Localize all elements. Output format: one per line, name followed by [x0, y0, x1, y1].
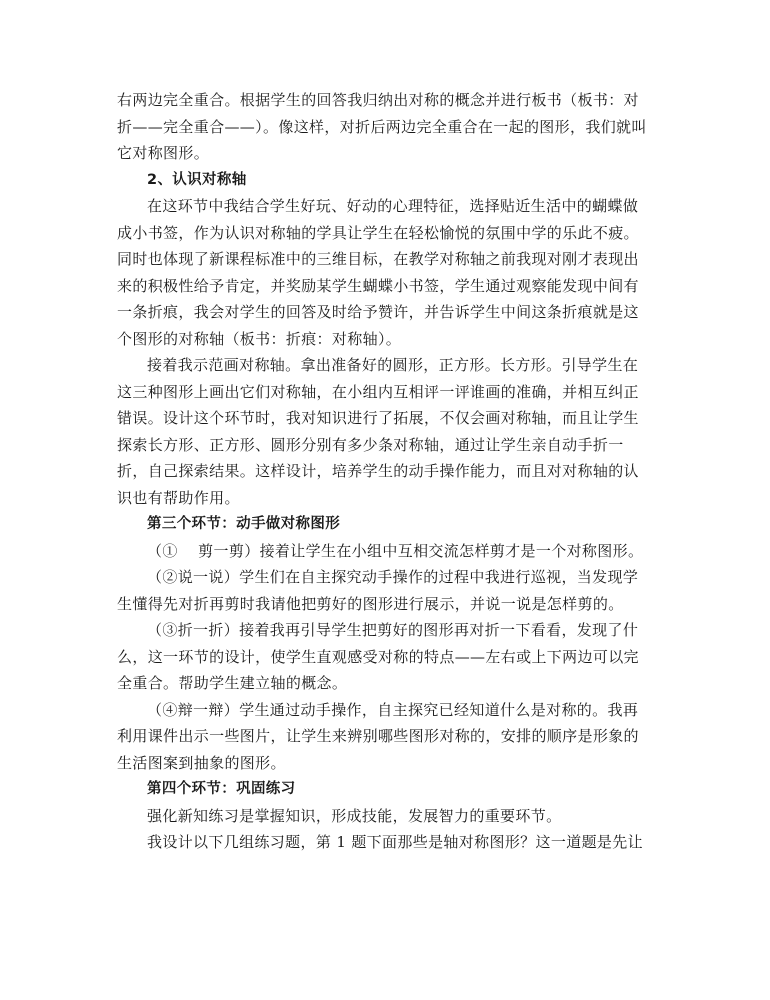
text-line: 生活图案到抽象的图形。	[117, 753, 286, 772]
text-line: 全重合。帮助学生建立轴的概念。	[117, 674, 348, 692]
text-line: 我设计以下几组练习题，第 1 题下面那些是轴对称图形？这一道题是先让	[147, 833, 643, 851]
text-line: 折，自己探索结果。这样设计，培养学生的动手操作能力，而且对对称轴的认	[117, 462, 639, 480]
text-line: （① 剪一剪）接着让学生在小组中互相交流怎样剪才是一个对称图形。	[147, 541, 644, 560]
text-line: 么，这一环节的设计，使学生直观感受对称的特点——左右或上下两边可以完	[117, 647, 639, 666]
text-line: 在这环节中我结合学生好玩、好动的心理特征，选择贴近生活中的蝴蝶做	[147, 197, 639, 215]
text-line: 这三种图形上画出它们对称轴，在小组内互相评一评谁画的准确，并相互纠正	[117, 382, 639, 401]
text-line: （②说一说）学生们在自主探究动手操作的过程中我进行巡视，当发现学	[147, 568, 639, 586]
text-line: 个图形的对称轴（板书：折痕：对称轴）。	[117, 329, 402, 348]
text-line: 强化新知练习是掌握知识，形成技能，发展智力的重要环节。	[147, 806, 562, 825]
text-line: 探索长方形、正方形、圆形分别有多少条对称轴，通过让学生亲自动手折一	[117, 435, 624, 454]
section-heading: 2、认识对称轴	[147, 171, 247, 188]
text-line: 折——完全重合——）。像这样，对折后两边完全重合在一起的图形，我们就叫	[117, 117, 647, 136]
text-line: 同时也体现了新课程标准中的三维目标，在教学对称轴之前我现对刚才表现出	[117, 250, 639, 268]
text-line: 来的积极性给予肯定，并奖励某学生蝴蝶小书签，学生通过观察能发现中间有	[117, 276, 639, 295]
text-line: 右两边完全重合。根据学生的回答我归纳出对称的概念并进行板书（板书：对	[117, 91, 639, 109]
section-heading: 第三个环节：动手做对称图形	[147, 516, 341, 532]
text-line: （③折一折）接着我再引导学生把剪好的图形再对折一下看看，发现了什	[147, 621, 639, 639]
section-heading: 第四个环节：巩固练习	[147, 781, 296, 797]
text-line: （④辩一辩）学生通过动手操作，自主探究已经知道什么是对称的。我再	[147, 700, 639, 719]
text-line: 利用课件出示一些图片，让学生来辨别哪些图形对称的，安排的顺序是形象的	[117, 727, 639, 745]
text-line: 它对称图形。	[117, 144, 210, 162]
text-line: 接着我示范画对称轴。拿出准备好的圆形，正方形。长方形。引导学生在	[147, 356, 639, 374]
document-body	[117, 87, 655, 856]
text-line: 生懂得先对折再剪时我请他把剪好的图形进行展示，并说一说是怎样剪的。	[117, 594, 624, 613]
text-line: 错误。设计这个环节时，我对知识进行了拓展，不仅会画对称轴，而且让学生	[117, 409, 639, 427]
text-line: 识也有帮助作用。	[117, 488, 240, 507]
text-line: 一条折痕，我会对学生的回答及时给予赞许，并告诉学生中间这条折痕就是这	[117, 303, 639, 321]
text-line: 成小书签，作为认识对称轴的学具让学生在轻松愉悦的氛围中学的乐此不疲。	[117, 223, 639, 242]
